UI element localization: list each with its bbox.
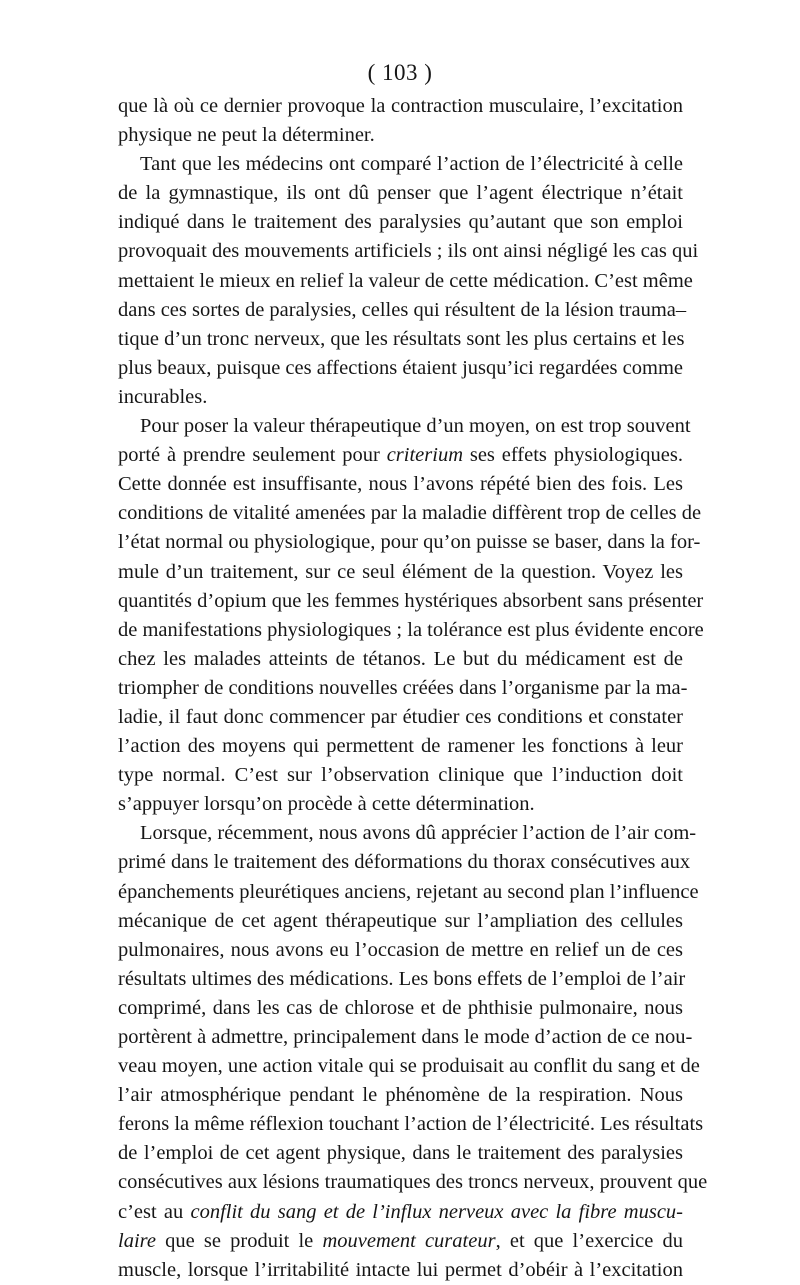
text-run: épanchements pleurétiques anciens, rejetant au second plan l’influence (118, 880, 699, 903)
text-line (118, 848, 691, 877)
text-line (118, 761, 683, 790)
text-run: Pour poser la valeur thérapeutique d’un moyen, on est trop souvent (140, 415, 691, 438)
text-line (118, 208, 683, 237)
text-run: conditions de vitalité amenées par la maladie diffèrent trop de celles de (118, 502, 702, 525)
text-run: chez les malades atteints de tétanos. Le but du médicament est de (118, 647, 683, 670)
text-line (118, 878, 699, 907)
text-run: triompher de conditions nouvelles créées dans l’organisme par la ma- (118, 676, 688, 699)
text-run: ferons la même réflexion touchant l’action de l’électricité. Les résultats (118, 1113, 704, 1136)
text-line (118, 267, 693, 296)
text-run: Cette donnée est insuffisante, nous l’avons répété bien des fois. Les (118, 473, 683, 496)
text-line (118, 907, 683, 936)
text-line (118, 441, 683, 470)
text-run: mettaient le mieux en relief la valeur de cette médication. C’est même (118, 269, 693, 292)
italic-text: criterium (386, 444, 463, 467)
text-line (118, 1081, 683, 1110)
text-line (118, 819, 697, 848)
text-run: de manifestations physiologiques ; la tolérance est plus évidente encore (118, 618, 704, 641)
text-run: physique ne peut la déterminer. (118, 124, 375, 147)
text-run: de l’emploi de cet agent physique, dans le traitement des paralysies (118, 1142, 683, 1165)
text-line (118, 1110, 704, 1139)
text-run: incurables. (118, 385, 208, 408)
text-run: Lorsque, récemment, nous avons dû apprécier l’action de l’air com- (140, 822, 697, 845)
text-run: , et que l’exercice du (495, 1229, 683, 1252)
text-line (118, 383, 683, 412)
text-run: plus beaux, puisque ces affections étaient jusqu’ici regardées comme (118, 356, 683, 379)
text-line (118, 703, 683, 732)
text-run: quantités d’opium que les femmes hystériques absorbent sans présenter (118, 589, 704, 612)
text-run: s’appuyer lorsqu’on procède à cette détermination. (118, 793, 535, 816)
text-run: muscle, lorsque l’irritabilité intacte lui permet d’obéir à l’excitation (118, 1258, 683, 1281)
text-line (118, 1198, 683, 1227)
text-run: de la gymnastique, ils ont dû penser que l’agent électrique n’était (118, 182, 683, 205)
text-run: mule d’un traitement, sur ce seul élément de la question. Voyez les (118, 560, 683, 583)
text-line (118, 412, 691, 441)
text-line (118, 470, 683, 499)
text-line (118, 994, 683, 1023)
text-line (118, 936, 683, 965)
text-run: ses effets physiologiques. (463, 444, 683, 467)
text-run: pulmonaires, nous avons eu l’occasion de mettre en relief un de ces (118, 938, 683, 961)
text-run: indiqué dans le traitement des paralysies qu’autant que son emploi (118, 211, 683, 234)
text-run: ladie, il faut donc commencer par étudier ces conditions et constater (118, 705, 683, 728)
text-run: c’est au (118, 1200, 191, 1223)
text-line (118, 965, 686, 994)
text-line (118, 674, 688, 703)
text-line (118, 1052, 700, 1081)
text-line (118, 121, 683, 150)
body-text (118, 92, 708, 1285)
text-line (118, 1168, 708, 1197)
text-run: comprimé, dans les cas de chlorose et de phthisie pulmonaire, nous (118, 996, 683, 1019)
italic-text: conflit du sang et de l’influx nerveux avec la fibre muscu- (190, 1200, 684, 1223)
text-line (118, 150, 683, 179)
text-run: que se produit le (155, 1229, 323, 1252)
text-line (118, 616, 704, 645)
text-line (118, 732, 683, 761)
italic-text: mouvement curateur (322, 1229, 496, 1252)
page-number: ( 103 ) (367, 60, 433, 85)
text-run: Tant que les médecins ont comparé l’action de l’électricité à celle (140, 153, 683, 176)
text-line (118, 296, 687, 325)
text-run: que là où ce dernier provoque la contraction musculaire, l’excitation (118, 95, 683, 117)
text-line (118, 587, 704, 616)
text-line (118, 558, 683, 587)
text-line (118, 1256, 683, 1285)
text-run: portèrent à admettre, principalement dans le mode d’action de ce nou- (118, 1026, 693, 1048)
italic-text: laire (118, 1229, 156, 1252)
text-run: veau moyen, une action vitale qui se produisait au conflit du sang et de (118, 1055, 700, 1078)
text-line (118, 92, 683, 121)
text-line (118, 237, 699, 266)
text-line (118, 499, 702, 528)
text-run: porté à prendre seulement pour (118, 444, 387, 467)
text-line (118, 1227, 683, 1256)
text-run: l’action des moyens qui permettent de ramener les fonctions à leur (118, 735, 683, 758)
text-run: l’état normal ou physiologique, pour qu’on puisse se baser, dans la for- (118, 531, 701, 554)
text-line (118, 1139, 683, 1168)
text-line (118, 790, 683, 819)
text-run: primé dans le traitement des déformations du thorax consécutives aux (118, 851, 691, 874)
text-line (118, 528, 701, 557)
text-run: tique d’un tronc nerveux, que les résultats sont les plus certains et les (118, 327, 685, 350)
text-run: consécutives aux lésions traumatiques des troncs nerveux, prouvent que (118, 1171, 708, 1194)
text-line (118, 325, 683, 354)
text-run: dans ces sortes de paralysies, celles qui résultent de la lésion trauma– (118, 298, 687, 321)
text-line (118, 179, 683, 208)
text-run: l’air atmosphérique pendant le phénomène de la respiration. Nous (118, 1084, 683, 1107)
text-run: provoquait des mouvements artificiels ; ils ont ainsi négligé les cas qui (118, 240, 699, 263)
text-run: mécanique de cet agent thérapeutique sur l’ampliation des cellules (118, 909, 683, 932)
text-line (118, 1023, 693, 1052)
text-line (118, 354, 683, 383)
text-line (118, 645, 683, 674)
text-run: résultats ultimes des médications. Les bons effets de l’emploi de l’air (118, 967, 686, 990)
text-run: type normal. C’est sur l’observation clinique que l’induction doit (118, 764, 683, 787)
